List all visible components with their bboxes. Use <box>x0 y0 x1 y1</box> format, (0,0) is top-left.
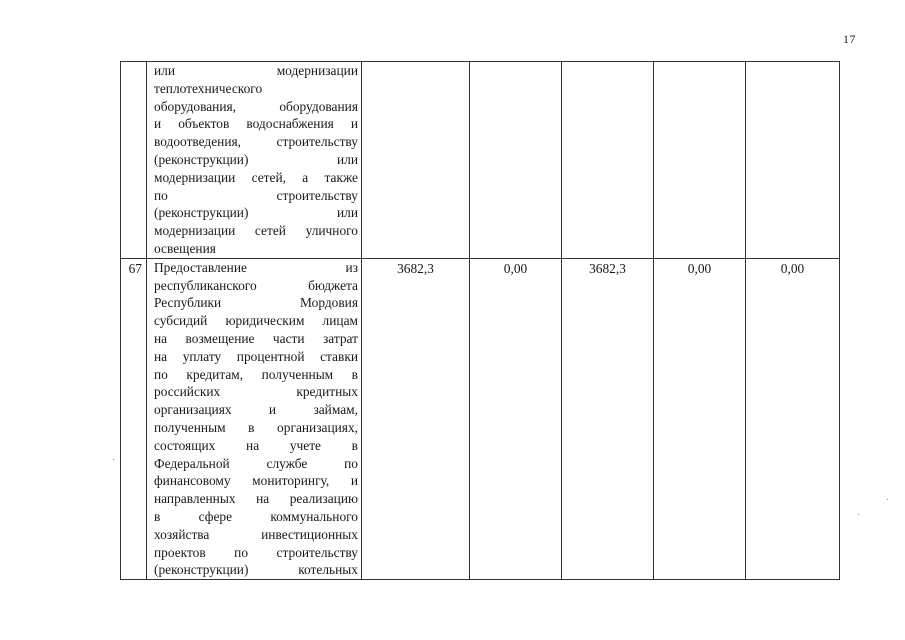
description-line: состоящих на учете в <box>154 437 358 453</box>
description-line: Федеральной службе по <box>154 455 358 471</box>
description-line: проектов по строительству <box>154 544 358 560</box>
value-cell-total: 3682,3 <box>362 258 470 579</box>
description-line: теплотехнического <box>154 80 263 96</box>
description-line: направленных на реализацию <box>154 491 358 507</box>
description-line: водоотведения, строительству <box>154 134 358 150</box>
description-line: хозяйства инвестиционных <box>154 526 358 542</box>
description-line: Предоставление из <box>154 259 358 275</box>
description-line: на уплату процентной ставки <box>154 348 358 364</box>
description-line: по строительству <box>154 187 358 203</box>
description-line: (реконструкции) котельных <box>154 562 358 578</box>
description-line: полученным в организациях, <box>154 419 358 435</box>
budget-table <box>120 61 840 580</box>
description-line: освещения <box>154 240 216 256</box>
value-cell-col4: 0,00 <box>654 258 746 579</box>
value-cell <box>654 62 746 259</box>
description-line: в сфере коммунального <box>154 508 358 524</box>
description-line: оборудования, оборудования <box>154 98 358 114</box>
table-row-continuation <box>121 62 840 259</box>
scan-speck: · <box>112 455 116 466</box>
description-line: республиканского бюджета <box>154 277 358 293</box>
description-line: или модернизации <box>154 63 358 78</box>
description-line: модернизации сетей, а также <box>154 169 358 185</box>
description-line: и объектов водоснабжения и <box>154 116 358 132</box>
table-row-67 <box>121 258 840 579</box>
description-line: (реконструкции) или <box>154 205 358 221</box>
value-cell <box>746 62 840 259</box>
description-cell <box>147 258 362 579</box>
row-number-cell <box>121 62 147 259</box>
page-number: 17 <box>843 32 856 46</box>
value-cell <box>470 62 562 259</box>
value-cell-col2: 0,00 <box>470 258 562 579</box>
value-cell <box>362 62 470 259</box>
description-line: по кредитам, полученным в <box>154 366 358 382</box>
description-line: субсидий юридическим лицам <box>154 313 358 329</box>
value-cell-col5: 0,00 <box>746 258 840 579</box>
description-line: Республики Мордовия <box>154 295 358 311</box>
value-cell <box>562 62 654 259</box>
scan-speck: · <box>886 495 890 506</box>
description-line: российских кредитных <box>154 384 358 400</box>
description-line: организациях и займам, <box>154 402 358 418</box>
row-number-cell: 67 <box>121 258 147 579</box>
value-cell-col3: 3682,3 <box>562 258 654 579</box>
description-line: (реконструкции) или <box>154 151 358 167</box>
description-line: модернизации сетей уличного <box>154 223 358 239</box>
description-line: финансовому мониторингу, и <box>154 473 358 489</box>
scan-speck: · <box>857 510 861 521</box>
description-cell <box>147 62 362 259</box>
description-line: на возмещение части затрат <box>154 330 358 346</box>
